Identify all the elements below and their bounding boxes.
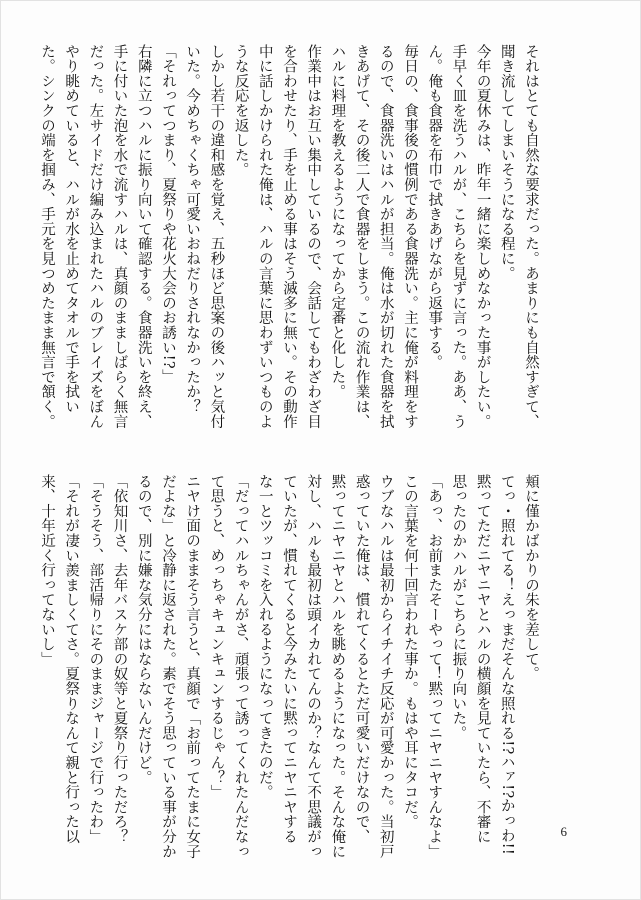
text-line: 思ったのかハルがこちらに振り向いた。 xyxy=(450,474,467,741)
text-line: ニヤけ面のままそう言うと、真顔で「お前ってたまに女子 xyxy=(184,474,201,859)
text-line: 頬に僅かばかりの朱を差して。 xyxy=(523,474,539,682)
text-line: 「それが凄い羨ましくてさ。夏祭りなんて親と行った以 xyxy=(63,474,80,844)
text-line: 今年の夏休みは、昨年一緒に楽しめなかった事がしたい。 xyxy=(474,44,491,429)
text-line: 「だってハルちゃんがさ、頑張って誘ってくれたんだなっ xyxy=(232,474,249,859)
text-line: ん。俺も食器を布巾で拭きあげながら返事する。 xyxy=(426,44,443,370)
text-line: この言葉を何十回言われた事か。もはや耳にタコだ。 xyxy=(401,474,418,830)
text-line: だよな」と冷静に返された。素でそう思っている事が分か xyxy=(159,474,176,859)
text-line: 右隣に立つハルに振り向いて確認する。食器洗いを終え、 xyxy=(135,44,152,429)
text-line: やり眺めていると、ハルが水を止めてタオルで手を拭い xyxy=(63,44,80,414)
text-line: て思うと、めっちゃキュンキュンするじゃん？」 xyxy=(208,474,225,800)
text-line: しかし若干の違和感を覚え、五秒ほど思案の後ハッと気付 xyxy=(208,44,225,429)
text-line: 「そうそう、部活帰りにそのままジャージで行ったわ」 xyxy=(87,474,104,844)
text-line: それはとても自然な要求だった。あまりにも自然すぎて、 xyxy=(523,44,539,429)
text-line: きあげて、その後二人で食器をしまう。この流れ作業は、 xyxy=(353,44,370,429)
text-line: 来、十年近く行ってないし」 xyxy=(38,474,55,667)
text-line: 「あっ、お前またそーやって！黙ってニヤニヤすんなよ」 xyxy=(426,474,443,859)
text-line: 聞き流してしまいそうになる程に。 xyxy=(498,44,515,281)
text-line: を合わせたり、手を止める事はそう滅多に無い。その動作 xyxy=(280,44,297,429)
text-line: うな反応を返した。 xyxy=(232,44,249,178)
text-block-top xyxy=(35,44,543,429)
text-line: るので、別に嫌な気分にはならないんだけど。 xyxy=(135,474,152,785)
text-line: 「それってつまり、夏祭りや花火大会のお誘い!?」 xyxy=(159,44,176,384)
page-number: 6 xyxy=(560,824,567,839)
text-line: た。シンクの端を掴み、手元を見つめたまま無言で頷く。 xyxy=(38,44,55,429)
text-line: 黙ってただニヤニヤとハルの横顔を見ていたら、不審に xyxy=(474,474,491,844)
text-line: 惑っていた俺は、慣れてくるとただ可愛いだけなので、 xyxy=(353,474,370,844)
text-line: 対し、ハルも最初は頭イカれてんのか？なんて不思議がっ xyxy=(305,474,322,859)
text-line: 手早く皿を洗うハルが、こちらを見ずに言った。ああ、う xyxy=(450,44,467,429)
text-line: 毎日の、食事後の慣例である食器洗い。主に俺が料理をす xyxy=(401,44,418,429)
text-line: だった。左サイドだけ編み込まれたハルのブレイズをぼん xyxy=(87,44,104,429)
text-block-bottom xyxy=(35,474,543,859)
text-line: ハルに料理を教えるようになってから定番と化した。 xyxy=(329,44,346,400)
text-line: な一とツッコミを入れるようになってきたのだ。 xyxy=(256,474,273,800)
text-line: 中に話しかけられた俺は、ハルの言葉に思わずいつものよ xyxy=(256,44,273,429)
text-line: いた。今めちゃくちゃ可愛いおねだりされなかったか？ xyxy=(184,44,201,414)
text-line: るので、食器洗いはハルが担当。俺は水が切れた食器を拭 xyxy=(377,44,394,429)
text-line: ていたが、慣れてくると今みたいに黙ってニヤニヤする xyxy=(280,474,297,844)
text-line: 「依知川さ、去年バスケ部の奴等と夏祭り行っただろ？ xyxy=(111,474,128,844)
text-line: 作業中はお互い集中しているので、会話してもわざわざ目 xyxy=(305,44,322,429)
text-line: ウブなハルは最初からイチイチ反応が可愛かった。当初戸 xyxy=(377,474,394,859)
text-line: 手に付いた泡を水で流すハルは、真顔のまましばらく無言 xyxy=(111,44,128,429)
text-line: てっ・照れてる！えっまだそんな照れる!?ハァ!?かっわ!! xyxy=(498,474,515,856)
text-line: 黙ってニヤニヤとハルを眺めるようになった。そんな俺に xyxy=(329,474,346,859)
